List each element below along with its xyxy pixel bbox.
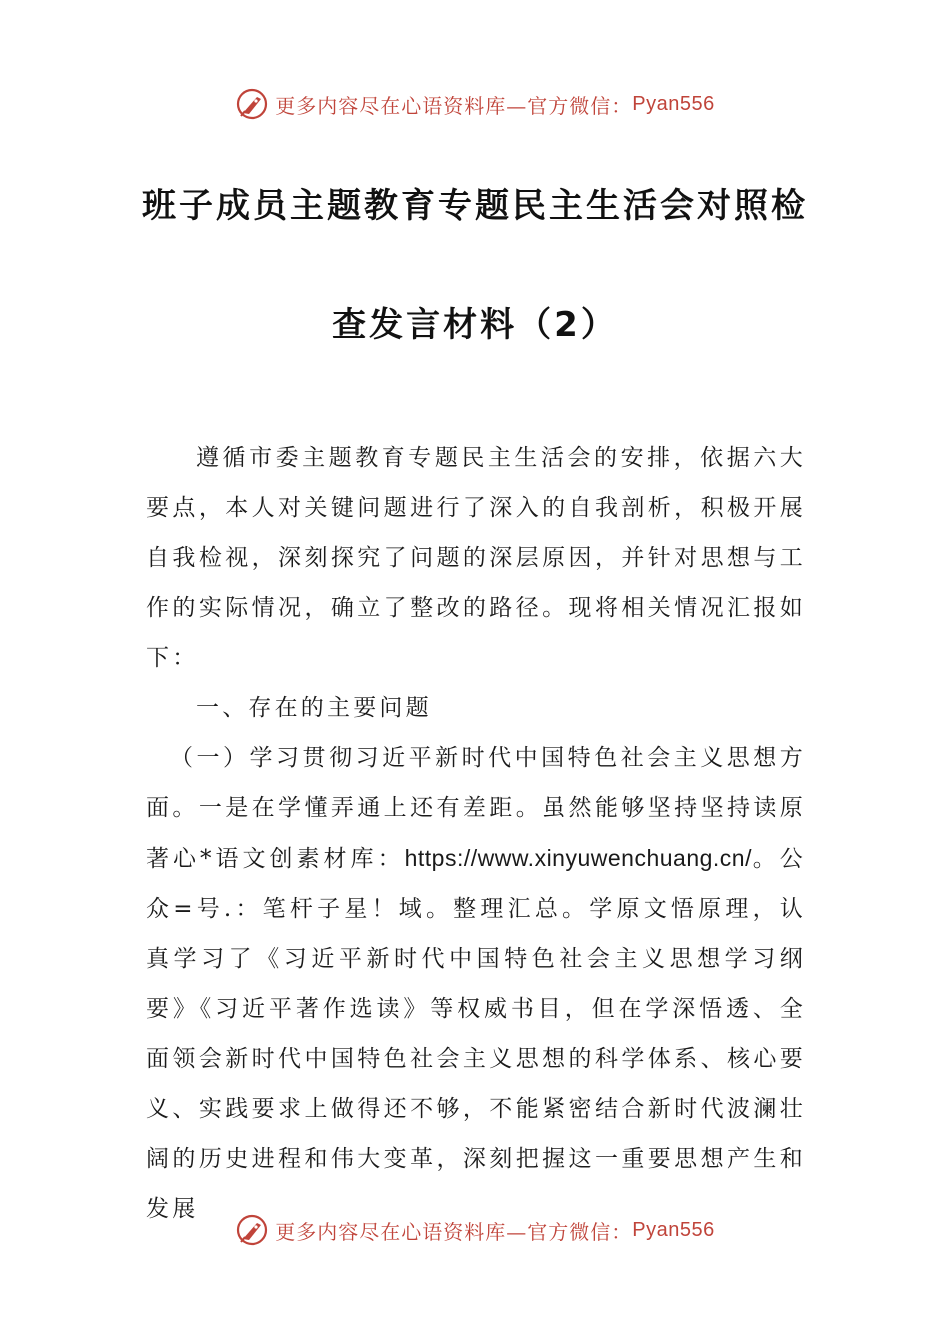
subsection-text-part1: （一）学习贯彻习近平新时代中国特色社会主义思想方面。一是在学懂弄通上还有差距。虽然能够坚持坚持读原著心*语文创素材库： xyxy=(146,745,806,872)
section-heading: 一、存在的主要问题 xyxy=(196,695,432,721)
pen-nib-circle-logo xyxy=(235,1213,269,1247)
subsection-text-part2: 。公众=号.：笔杆子星！域。整理汇总。学原文悟原理，认真学习了《习近平新时代中国特色社会主义思想学习纲要》《习近平著作选读》等权威书目，但在学深悟透、全面领会新时代中国特色社会主义思想的科学体系、核心要义、实践要求上做得还不够，不能紧密结合新时代波澜壮阔的历史进程和伟大变革，深刻把握这一重要思想产生和发展 xyxy=(146,846,806,1222)
watermark-id: Pyan556 xyxy=(632,1218,715,1241)
watermark-text: 更多内容尽在心语资料库—官方微信： xyxy=(275,1219,633,1244)
subsection-paragraph xyxy=(146,733,806,1234)
source-url: https://www.xinyuwenchuang.cn/ xyxy=(404,845,752,871)
document-title-line-1: 班子成员主题教育专题民主生活会对照检 xyxy=(142,186,808,226)
document-title-line-2: 查发言材料（2） xyxy=(332,305,618,345)
watermark-banner-top xyxy=(0,84,950,124)
pen-nib-circle-logo xyxy=(235,87,269,121)
document-body xyxy=(146,433,806,1234)
intro-paragraph: 遵循市委主题教育专题民主生活会的安排，依据六大要点，本人对关键问题进行了深入的自我剖析，积极开展自我检视，深刻探究了问题的深层原因，并针对思想与工作的实际情况，确立了整改的路径。现将相关情况汇报如下： xyxy=(146,445,806,671)
watermark-banner-bottom xyxy=(0,1210,950,1250)
watermark-text: 更多内容尽在心语资料库—官方微信： xyxy=(275,93,633,118)
watermark-id: Pyan556 xyxy=(632,92,715,115)
